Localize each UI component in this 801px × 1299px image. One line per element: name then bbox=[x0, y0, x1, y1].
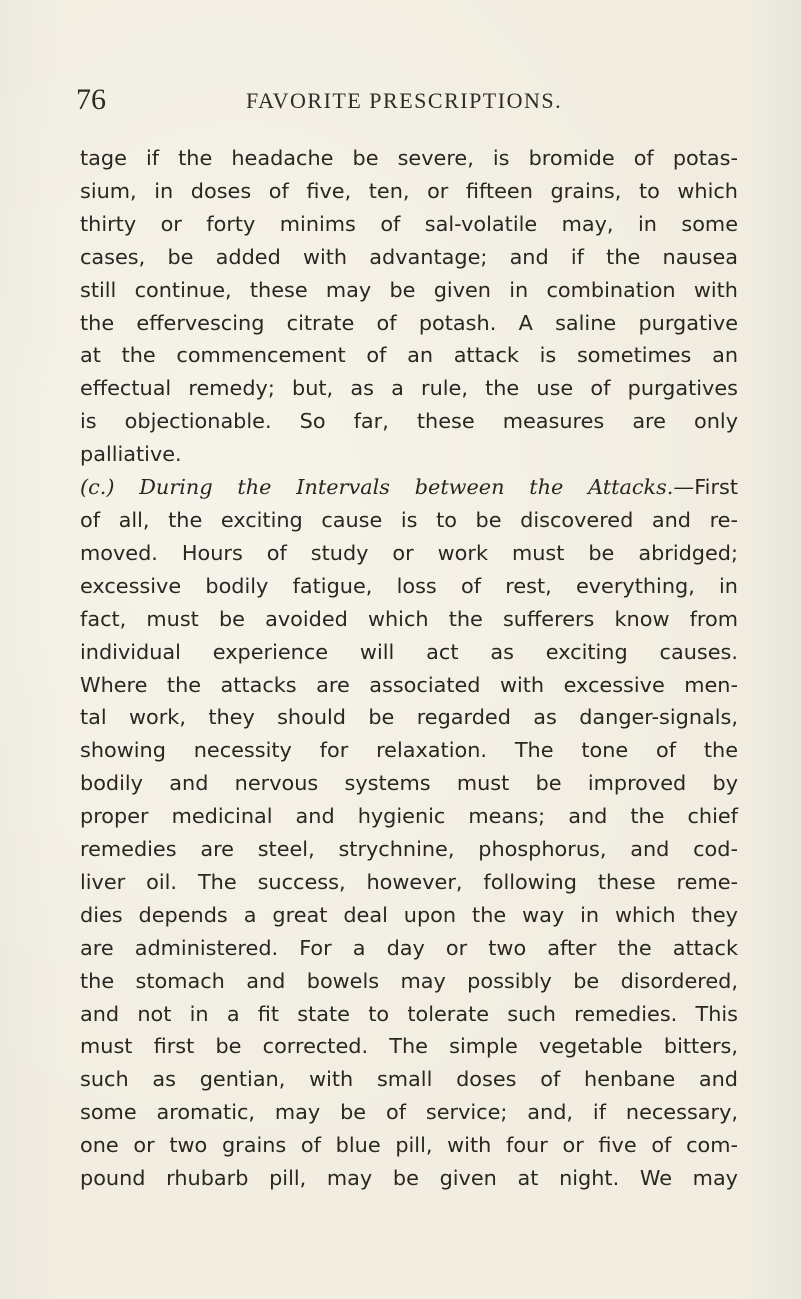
text-line: sium, in doses of five, ten, or fifteen grains, to which bbox=[80, 178, 738, 203]
text-line: thirty or forty minims of sal-volatile may, in some bbox=[80, 211, 738, 236]
text-line: the stomach and bowels may possibly be disordered, bbox=[80, 968, 738, 993]
text-line: remedies are steel, strychnine, phosphorus, and cod- bbox=[80, 837, 738, 862]
text-line: showing necessity for relaxation. The tone of the bbox=[80, 738, 738, 763]
running-title: FAVORITE PRESCRIPTIONS. bbox=[246, 88, 563, 113]
text-line: proper medicinal and hygienic means; and the chief bbox=[80, 804, 738, 829]
body-text bbox=[80, 142, 738, 1195]
text-line: one or two grains of blue pill, with four or five of com- bbox=[80, 1133, 738, 1158]
text-line: is objectionable. So far, these measures are only bbox=[80, 409, 738, 434]
text-line: effectual remedy; but, as a rule, the use of purgatives bbox=[80, 376, 738, 401]
running-head bbox=[76, 80, 736, 120]
text-line: such as gentian, with small doses of henbane and bbox=[80, 1067, 738, 1092]
text-line: liver oil. The success, however, following these reme- bbox=[80, 869, 738, 894]
text-line: and not in a fit state to tolerate such remedies. This bbox=[80, 1001, 738, 1026]
text-line: palliative. bbox=[80, 442, 182, 467]
text-line: tal work, they should be regarded as danger-signals, bbox=[80, 705, 738, 730]
section-c-heading-line bbox=[80, 471, 738, 504]
text-line: must first be corrected. The simple vegetable bitters, bbox=[80, 1034, 738, 1059]
text-line: bodily and nervous systems must be improved by bbox=[80, 771, 738, 796]
text-line: still continue, these may be given in combination with bbox=[80, 277, 738, 302]
text-line: cases, be added with advantage; and if the nausea bbox=[80, 244, 738, 269]
text-line: fact, must be avoided which the sufferers know from bbox=[80, 606, 738, 631]
text-line: at the commencement of an attack is sometimes an bbox=[80, 343, 738, 368]
text-line: some aromatic, may be of service; and, if necessary, bbox=[80, 1100, 738, 1125]
text-line: dies depends a great deal upon the way in which they bbox=[80, 902, 738, 927]
text-line: of all, the exciting cause is to be discovered and re- bbox=[80, 507, 738, 532]
text-line: tage if the headache be severe, is bromide of potas- bbox=[80, 146, 738, 170]
text-line: the effervescing citrate of potash. A saline purgative bbox=[80, 310, 738, 335]
text-line: are administered. For a day or two after the attack bbox=[80, 935, 738, 960]
text-line: individual experience will act as exciting causes. bbox=[80, 639, 738, 664]
page-number: 76 bbox=[76, 83, 106, 116]
text-line: excessive bodily fatigue, loss of rest, everything, in bbox=[80, 573, 738, 598]
section-c-label: (c.) During the Intervals between the Attacks. bbox=[80, 475, 674, 500]
text-line: pound rhubarb pill, may be given at night. We may bbox=[80, 1166, 738, 1191]
text-line: Where the attacks are associated with excessive men- bbox=[80, 672, 738, 697]
section-c-continuation: —First bbox=[673, 475, 738, 500]
text-line: moved. Hours of study or work must be abridged; bbox=[80, 540, 738, 565]
